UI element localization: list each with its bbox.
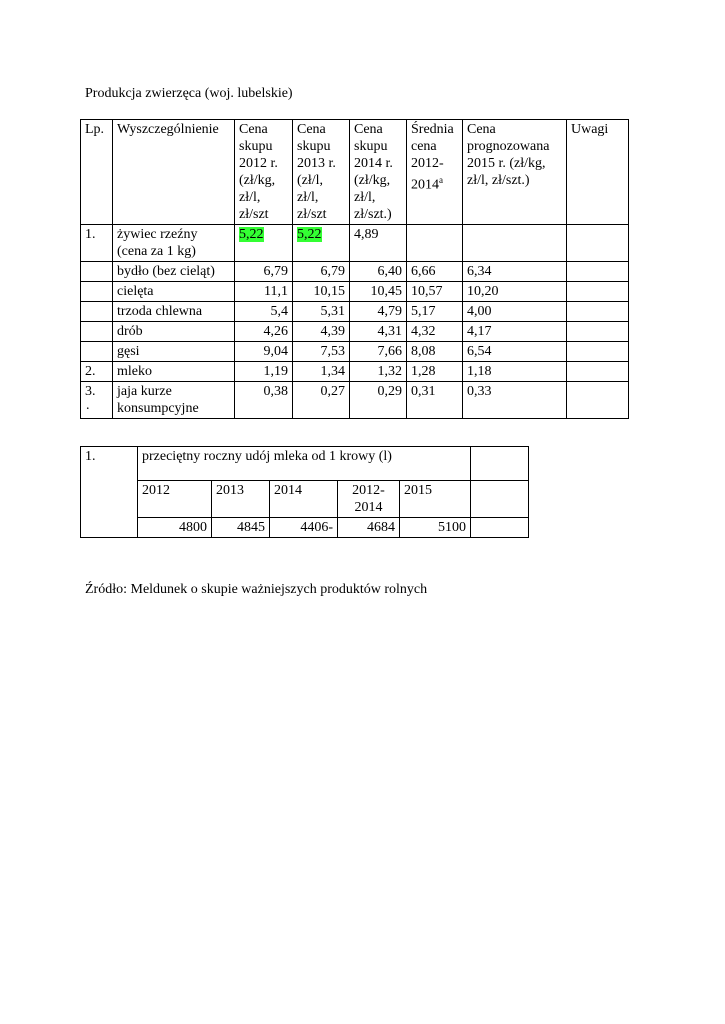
year-cell: 2012- 2014 — [338, 481, 400, 518]
avg-price-cell: 1,28 — [407, 362, 463, 382]
price-p2013-cell: 6,79 — [293, 262, 350, 282]
cell-line: (zł/kg, — [354, 173, 391, 188]
item-cell — [113, 322, 235, 342]
notes-cell — [567, 322, 629, 342]
header-p2013 — [293, 120, 350, 225]
forecast-price-cell: 4,17 — [463, 322, 567, 342]
notes-cell — [567, 282, 629, 302]
table-row — [81, 225, 629, 262]
cell-line: 2013 r. — [297, 156, 336, 171]
avg-price-cell: 6,66 — [407, 262, 463, 282]
year-cell: 2015 — [400, 481, 471, 518]
cell-line: zł/l, — [297, 190, 319, 205]
notes-cell — [567, 342, 629, 362]
price-p2012-cell: 6,79 — [235, 262, 293, 282]
cell-line: zł/l, — [354, 190, 376, 205]
cell-line: zł/szt — [239, 207, 269, 222]
header-lp: Lp. — [81, 120, 113, 225]
price-p2013-cell: 0,27 — [293, 382, 350, 419]
cell-line: Cena — [467, 122, 496, 137]
avg-price-cell: 0,31 — [407, 382, 463, 419]
yield-value-cell: 4800 — [138, 518, 212, 538]
price-p2012-cell: 9,04 — [235, 342, 293, 362]
milk-table-empty-cell — [471, 518, 529, 538]
price-p2013-cell: 4,39 — [293, 322, 350, 342]
cell-line: zł/szt.) — [354, 207, 392, 222]
cell-line: skupu — [354, 139, 388, 154]
cell-line: (zł/kg, — [239, 173, 276, 188]
item-cell — [113, 262, 235, 282]
price-p2012-cell: 0,38 — [235, 382, 293, 419]
header-row — [81, 120, 629, 225]
price-p2013-cell: 10,15 — [293, 282, 350, 302]
forecast-price-cell — [463, 225, 567, 262]
lp-cell: 2. — [81, 362, 113, 382]
lp-cell — [81, 342, 113, 362]
cell-line: Cena — [354, 122, 383, 137]
table-row — [81, 322, 629, 342]
price-p2013-cell: 5,31 — [293, 302, 350, 322]
forecast-price-cell: 4,00 — [463, 302, 567, 322]
price-p2012-cell: 4,26 — [235, 322, 293, 342]
milk-table-heading: przeciętny roczny udój mleka od 1 krowy (l) — [138, 447, 471, 481]
cell-line: zł/l, zł/szt.) — [467, 173, 530, 188]
cell-line: mleko — [117, 364, 152, 379]
cell-line: zł/szt — [297, 207, 327, 222]
cell-line: cielęta — [117, 284, 154, 299]
cell-line: cena — [411, 139, 437, 154]
item-cell — [113, 282, 235, 302]
cell-line: bydło (bez cieląt) — [117, 264, 215, 279]
avg-price-cell — [407, 225, 463, 262]
milk-yield-table — [80, 446, 529, 538]
year-cell: 2012 — [138, 481, 212, 518]
lp-cell — [81, 322, 113, 342]
highlighted-price: 5,22 — [297, 227, 322, 242]
document-title: Produkcja zwierzęca (woj. lubelskie) — [85, 86, 293, 101]
cell-line: skupu — [239, 139, 273, 154]
cell-line: gęsi — [117, 344, 140, 359]
header-item: Wyszczególnienie — [113, 120, 235, 225]
milk-table-lp: 1. — [81, 447, 138, 538]
price-p2014-cell: 1,32 — [350, 362, 407, 382]
cell-line: skupu — [297, 139, 331, 154]
cell-line: 2012 r. — [239, 156, 278, 171]
lp-cell — [81, 262, 113, 282]
price-p2013-cell: 1,34 — [293, 362, 350, 382]
table-row — [81, 382, 629, 419]
avg-price-cell: 5,17 — [407, 302, 463, 322]
forecast-price-cell: 1,18 — [463, 362, 567, 382]
forecast-price-cell: 10,20 — [463, 282, 567, 302]
cell-line: prognozowana — [467, 139, 550, 154]
year-cell: 2014 — [270, 481, 338, 518]
year-cell: 2013 — [212, 481, 270, 518]
lp-cell — [81, 302, 113, 322]
price-p2014-cell: 0,29 — [350, 382, 407, 419]
header-avg-footnote: a — [439, 175, 443, 185]
table-row — [81, 262, 629, 282]
header-p2012 — [235, 120, 293, 225]
notes-cell — [567, 262, 629, 282]
milk-table-empty-cell — [471, 447, 529, 481]
item-cell — [113, 225, 235, 262]
notes-cell — [567, 302, 629, 322]
cell-line: 2012- — [411, 156, 444, 171]
item-cell — [113, 382, 235, 419]
yield-value-cell: 4845 — [212, 518, 270, 538]
price-p2012-cell: 11,1 — [235, 282, 293, 302]
livestock-price-table — [80, 119, 629, 419]
price-p2014-cell: 4,79 — [350, 302, 407, 322]
table-row — [81, 362, 629, 382]
forecast-price-cell: 0,33 — [463, 382, 567, 419]
price-p2012-cell — [235, 225, 293, 262]
table-row — [81, 302, 629, 322]
cell-line: trzoda chlewna — [117, 304, 203, 319]
avg-price-cell: 4,32 — [407, 322, 463, 342]
cell-line: Cena — [239, 122, 268, 137]
header-avg — [407, 120, 463, 225]
price-p2014-cell: 10,45 — [350, 282, 407, 302]
price-p2012-cell: 1,19 — [235, 362, 293, 382]
header-forecast — [463, 120, 567, 225]
stray-dot: . — [86, 398, 90, 413]
cell-line: (zł/l, — [297, 173, 324, 188]
price-p2012-cell: 5,4 — [235, 302, 293, 322]
cell-line: Średnia — [411, 122, 454, 137]
item-cell — [113, 342, 235, 362]
header-p2014 — [350, 120, 407, 225]
source-note: Źródło: Meldunek o skupie ważniejszych produktów rolnych — [85, 582, 428, 597]
cell-line: 2014 r. — [354, 156, 393, 171]
price-p2014-cell: 6,40 — [350, 262, 407, 282]
cell-line: jaja kurze — [117, 384, 172, 399]
price-p2014-cell: 7,66 — [350, 342, 407, 362]
cell-line: zł/l, — [239, 190, 261, 205]
cell-line: 2015 r. (zł/kg, — [467, 156, 546, 171]
table-row — [81, 342, 629, 362]
table-row — [81, 282, 629, 302]
price-p2014-cell: 4,89 — [350, 225, 407, 262]
avg-price-cell: 8,08 — [407, 342, 463, 362]
lp-cell: 3. — [81, 382, 113, 419]
cell-line: drób — [117, 324, 143, 339]
milk-table-empty-cell — [471, 481, 529, 518]
price-p2014-cell: 4,31 — [350, 322, 407, 342]
item-cell — [113, 302, 235, 322]
avg-price-cell: 10,57 — [407, 282, 463, 302]
yield-value-cell: 4406- — [270, 518, 338, 538]
notes-cell — [567, 362, 629, 382]
price-p2013-cell: 7,53 — [293, 342, 350, 362]
cell-line: (cena za 1 kg) — [117, 244, 196, 259]
forecast-price-cell: 6,54 — [463, 342, 567, 362]
yield-value-cell: 4684 — [338, 518, 400, 538]
forecast-price-cell: 6,34 — [463, 262, 567, 282]
livestock-price-table-body — [81, 120, 629, 419]
item-cell — [113, 362, 235, 382]
highlighted-price: 5,22 — [239, 227, 264, 242]
cell-line: Cena — [297, 122, 326, 137]
lp-cell — [81, 282, 113, 302]
header-notes: Uwagi — [567, 120, 629, 225]
notes-cell — [567, 382, 629, 419]
cell-line: żywiec rzeźny — [117, 227, 198, 242]
cell-line: konsumpcyjne — [117, 401, 199, 416]
price-p2013-cell — [293, 225, 350, 262]
cell-line: 2014$^a$ — [411, 175, 443, 193]
lp-cell: 1. — [81, 225, 113, 262]
yield-value-cell: 5100 — [400, 518, 471, 538]
notes-cell — [567, 225, 629, 262]
